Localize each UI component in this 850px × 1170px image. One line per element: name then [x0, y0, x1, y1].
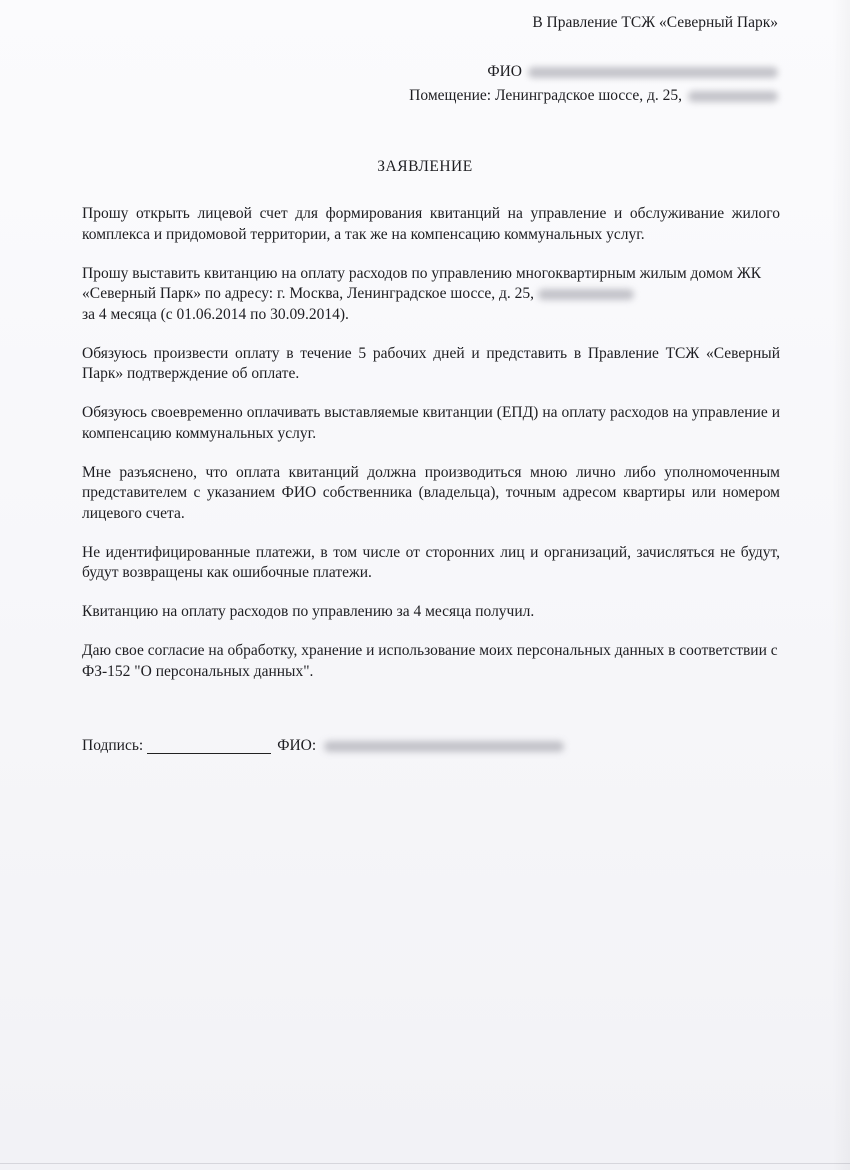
invoice-period-text: за 4 месяца (с 01.06.2014 по 30.09.2014).: [82, 305, 349, 323]
addressee: В Правление ТСЖ «Северный Парк»: [532, 14, 778, 31]
signature-block: [82, 737, 564, 755]
page-bottom-edge: [0, 1163, 850, 1164]
document-body: [82, 204, 780, 701]
signature-fio-label: ФИО:: [277, 737, 317, 754]
invoice-request-text: Прошу выставить квитанцию на оплату расходов по управлению многоквартирным жилым домом ЖК «Северный Парк» по адресу: г. Москва, Ленинградское шоссе, д. 25,: [82, 264, 762, 302]
paragraph-open-account: Прошу открыть лицевой счет для формирования квитанций на управление и обслуживание жилого комплекса и придомовой территории, а так же на компенсацию коммунальных услуг.: [82, 205, 780, 243]
paragraph-unidentified-payments: Не идентифицированные платежи, в том числе от сторонних лиц и организаций, зачисляться не будут, будут возвращены как ошибочные платежи.: [82, 543, 780, 581]
signature-line: [147, 739, 271, 754]
redacted-apartment-number: [538, 289, 634, 300]
paragraph-invoice-received: Квитанцию на оплату расходов по управлению за 4 месяца получил.: [82, 603, 535, 620]
paragraph-payment-explanation: Мне разъяснено, что оплата квитанций должна производиться мною лично либо уполномоченным представителем с указанием ФИО собственника (владельца), точным адресом квартиры или номером лицевого счета.: [82, 463, 780, 522]
paragraph-personal-data-consent: Даю свое согласие на обработку, хранение и использование моих персональных данных в соответствии с ФЗ-152 "О персональных данных".: [82, 642, 778, 680]
paragraph-payment-obligation: Обязуюсь произвести оплату в течение 5 рабочих дней и представить в Правление ТСЖ «Северный Парк» подтверждение об оплате.: [82, 344, 780, 382]
document-title: ЗАЯВЛЕНИЕ: [377, 158, 473, 175]
signature-label: Подпись:: [82, 737, 144, 754]
premises-line: [409, 87, 778, 105]
redacted-apartment-number: [688, 91, 778, 102]
redacted-applicant-name: [528, 67, 778, 78]
applicant-fio-label: ФИО: [487, 63, 522, 80]
applicant-fio-line: [487, 63, 778, 81]
premises-address: Помещение: Ленинградское шоссе, д. 25,: [409, 87, 682, 104]
paragraph-invoice-request: [82, 264, 780, 326]
redacted-signatory-name: [324, 741, 564, 752]
paragraph-regular-payment: Обязуюсь своевременно оплачивать выставляемые квитанции (ЕПД) на оплату расходов на управление и компенсацию коммунальных услуг.: [82, 404, 780, 442]
